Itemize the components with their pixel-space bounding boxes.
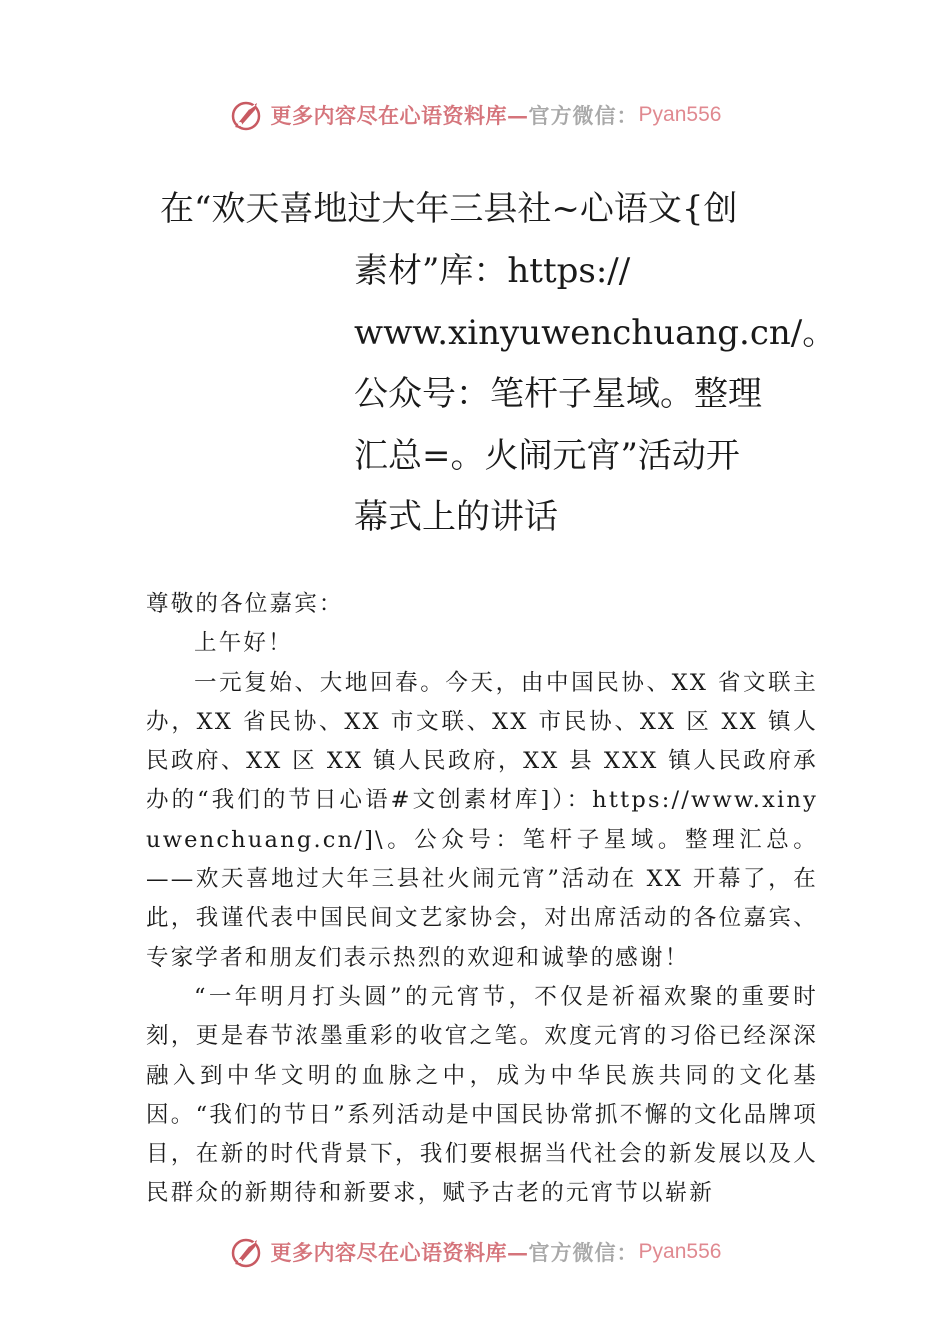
banner-wechat-label: 官方微信： — [528, 1240, 639, 1265]
pen-logo-icon — [229, 1234, 265, 1270]
title-block — [354, 241, 837, 549]
banner-wechat-id: Pyan556 — [638, 103, 722, 126]
title-line-1: 在“欢天喜地过大年三县社~心语文{创 — [160, 189, 738, 229]
banner-wechat-id: Pyan556 — [638, 1240, 722, 1263]
banner-main-text: 更多内容尽在心语资料库— — [270, 103, 529, 128]
pen-logo-icon — [229, 97, 265, 133]
paragraph: “一年明月打头圆”的元宵节，不仅是祈福欢聚的重要时刻，更是春节浓墨重彩的收官之笔。欢度元宵的习俗已经深深融入到中华文明的血脉之中，成为中华民族共同的文化基因。“我们的节日”系列活动是中国民协常抓不懈的文化品牌项目，在新的时代背景下，我们要根据当代社会的新发展以及人民群众的新期待和新要求，赋予古老的元宵节以崭新 — [146, 983, 818, 1207]
title-line: 公众号：笔杆子星域。整理 — [354, 374, 762, 414]
title-line: 汇总=。火闹元宵”活动开 — [354, 435, 740, 476]
footer-banner — [0, 1232, 950, 1272]
title-line: www.xinyuwenchuang.cn/。 — [354, 312, 837, 353]
banner-main-text: 更多内容尽在心语资料库— — [270, 1240, 529, 1265]
speech-body — [146, 585, 818, 1214]
title-line: 素材”库：https:// — [354, 251, 631, 291]
banner-wechat-label: 官方微信： — [528, 103, 639, 128]
header-banner — [0, 95, 950, 135]
greeting: 上午好！ — [194, 630, 293, 657]
salutation: 尊敬的各位嘉宾： — [146, 591, 344, 617]
paragraph: 一元复始、大地回春。今天，由中国民协、XX 省文联主办，XX 省民协、XX 市文联、XX 市民协、XX 区 XX 镇人民政府、XX 区 XX 镇人民政府，XX 县 XXX 镇人民政府承办的“我们的节日心语#文创素材库]）：https://www.xinyuwenchuang.cn/]\。公众号：笔杆子星域。整理汇总。——欢天喜地过大年三县社火闹元宵”活动在 XX 开幕了，在此，我谨代表中国民间文艺家协会，对出席活动的各位嘉宾、专家学者和朋友们表示热烈的欢迎和诚挚的感谢！ — [146, 669, 818, 971]
title-line: 幕式上的讲话 — [354, 497, 558, 537]
